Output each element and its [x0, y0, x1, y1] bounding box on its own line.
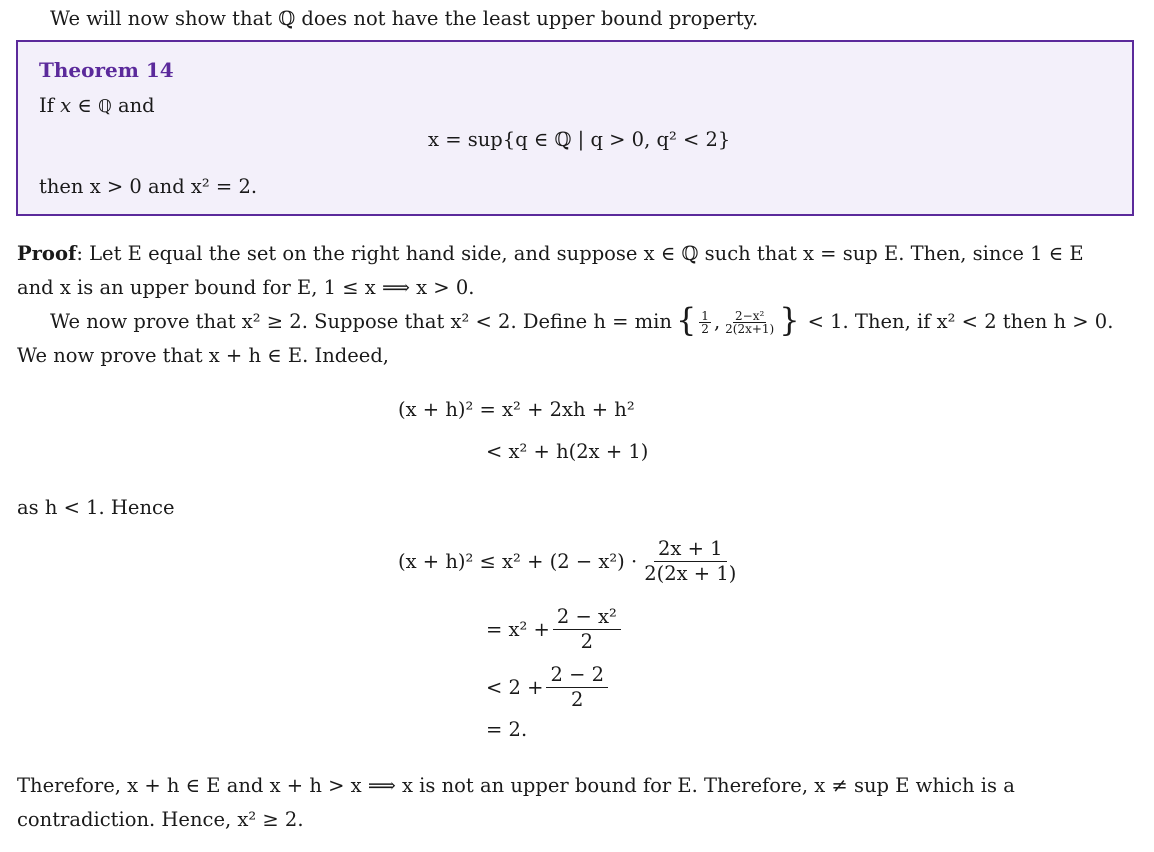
proof-label: Proof: [17, 242, 77, 265]
proof-paragraph-1-line-2: and x is an upper bound for E, 1 ≤ x ⟹ x > 0.: [17, 276, 475, 299]
as-h-text: as h < 1. Hence: [17, 496, 175, 519]
equation-1-row-1: (x + h)² = x² + 2xh + h²: [398, 398, 635, 421]
proof-paragraph-1-line-1: [17, 242, 1084, 266]
theorem-hypothesis: If x ∈ ℚ and: [39, 94, 155, 117]
intro-text: We will now show that ℚ does not have the least upper bound property.: [50, 7, 759, 30]
proof-p1-text: : Let E equal the set on the right hand side, and suppose x ∈ ℚ such that x = sup E. Then, since 1 ∈ E: [76, 242, 1084, 265]
theorem-display-equation: x = sup{q ∈ ℚ | q > 0, q² < 2}: [428, 128, 731, 151]
equation-2-row-2: = x² + $\frac{\text{2 − x²}}{2}$: [486, 606, 624, 653]
fraction-2x1-over-2-2x1: $\frac{2x + 1}{2(2x + 1)}$: [644, 537, 737, 585]
h-less-than-one-text: < 1. Then, if x² < 2 then h > 0.: [807, 310, 1114, 333]
equation-1-row-2: < x² + h(2x + 1): [486, 440, 649, 463]
conclusion-line-2: contradiction. Hence, x² ≥ 2.: [17, 808, 304, 831]
theorem-and: and: [117, 94, 155, 117]
theorem-conclusion: then x > 0 and x² = 2.: [39, 175, 258, 198]
theorem-title: Theorem 14: [39, 58, 174, 82]
equation-2-row-3: < 2 + $\frac{2 - 2}{2}$: [486, 664, 611, 711]
define-h-text: We now prove that x² ≥ 2. Suppose that x² < 2. Define h = min: [50, 310, 672, 333]
equation-2-row-4: = 2.: [486, 718, 528, 741]
theorem-if: If: [39, 94, 54, 117]
proof-paragraph-2-line-2: We now prove that x + h ∈ E. Indeed,: [17, 344, 389, 367]
fraction-2-minus-x2: $\frac{\text{2−x²}}{2(2x+1)}$: [725, 308, 775, 336]
fraction-2-minus-2-over-2: $\frac{2 - 2}{2}$: [546, 664, 608, 711]
conclusion-line-1: Therefore, x + h ∈ E and x + h > x ⟹ x is not an upper bound for E. Therefore, x ≠ sup E which is a: [17, 774, 1015, 797]
theorem-box: [16, 40, 1134, 216]
proof-paragraph-2-line-1: We now prove that x² ≥ 2. Suppose that x² < 2. Define h = min { $\frac{1}{2}$ , $\frac{\text{2−x²}}{2(2x+1)}$ } < 1. Then, if x² < 2 then h > 0.: [50, 301, 1114, 339]
fraction-one-half: $\frac{1}{2}$: [701, 308, 709, 336]
equation-2-row-1: (x + h)² ≤ x² + (2 − x²) · $\frac{2x + 1}{2(2x + 1)}$: [398, 538, 743, 585]
fraction-2-minus-x2-over-2: $\frac{\text{2 − x²}}{2}$: [553, 606, 621, 653]
